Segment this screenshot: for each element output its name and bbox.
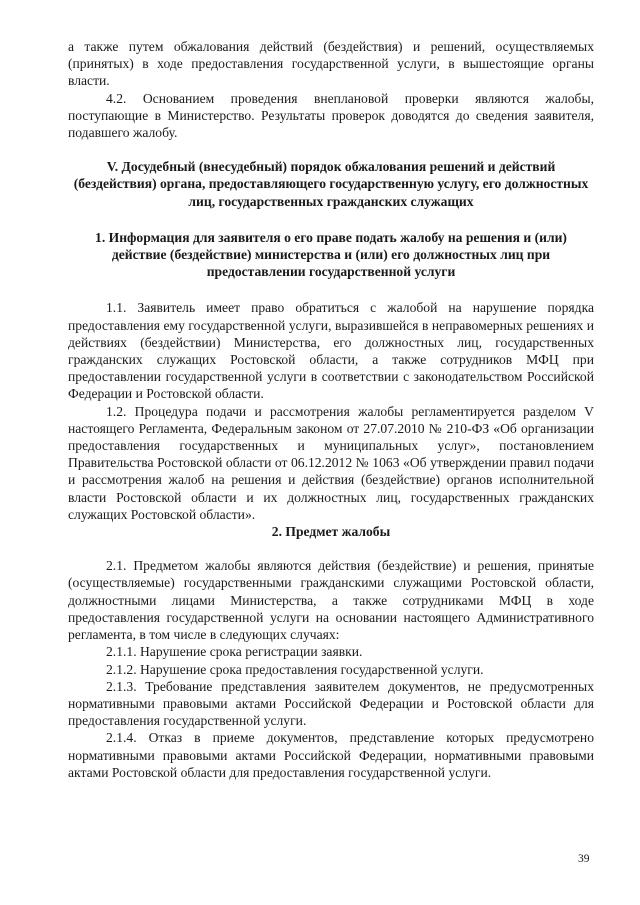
paragraph-4-2: 4.2. Основанием проведения внеплановой проверки являются жалобы, поступающие в Министерство. Результаты проверок доводятся до сведения заявителя, подавшего жалобу. bbox=[68, 90, 594, 141]
section-title: V. Досудебный (внесудебный) порядок обжалования решений и действий (бездействия) органа, предоставляющего государственную услугу, его должностных лиц, государственных гражданских служащих bbox=[73, 159, 589, 209]
paragraph-2-1-4: 2.1.4. Отказ в приеме документов, представление которых предусмотрено нормативными правовыми актами Российской Федерации, нормативными правовыми актами Ростовской области для предоставления государственной услуги. bbox=[68, 730, 594, 780]
paragraph-1-1: 1.1. Заявитель имеет право обратиться с жалобой на нарушение порядка предоставления ему государственной услуги, выразившейся в неправомерных решениях и действиях (бездействии) Министерства, его должностных лиц, государственных гражданских служащих Ростовской области, а также сотрудников МФЦ при предоставлении государственной услуги в соответствии с законодательством Российской Федерации и Ростовской области. bbox=[68, 300, 594, 402]
paragraph-2-1-3: 2.1.3. Требование представления заявителем документов, не предусмотренных нормативными правовыми актами Российской Федерации и Ростовской области для предоставления государственной услуги. bbox=[68, 678, 594, 729]
subsection-1-title: 1. Информация для заявителя о его праве подать жалобу на решения и (или) действие (бездействие) министерства и (или) его должностных лиц при предоставлении государственной услуги bbox=[95, 229, 567, 280]
document-page bbox=[68, 38, 594, 781]
paragraph-continuation: а также путем обжалования действий (бездействия) и решений, осуществляемых (принятых) в ходе предоставления государственной услуги, в вышестоящие органы власти. bbox=[68, 39, 594, 89]
paragraph-2-1: 2.1. Предметом жалобы являются действия (бездействие) и решения, принятые (осуществляемые) государственными гражданскими служащими Ростовской области, должностными лицами Министерства, а также сотрудниками МФЦ в ходе предоставления государственной услуги на основании настоящего Административного регламента, в том числе в следующих случаях: bbox=[68, 558, 594, 643]
page-number: 39 bbox=[578, 853, 590, 865]
paragraph-2-1-1: 2.1.1. Нарушение срока регистрации заявки. bbox=[106, 644, 363, 660]
paragraph-2-1-2: 2.1.2. Нарушение срока предоставления государственной услуги. bbox=[106, 661, 484, 677]
paragraph-1-2: 1.2. Процедура подачи и рассмотрения жалобы регламентируется разделом V настоящего Регламента, Федеральным законом от 27.07.2010 № 210-ФЗ «Об организации предоставления государственных и муниципальных услуг», постановлением Правительства Ростовской области от 06.12.2012 № 1063 «Об утверждении правил подачи и рассмотрения жалоб на решения и действия (бездействие) органов исполнительной власти Ростовской области и их должностных лиц, государственных гражданских служащих Ростовской области». bbox=[68, 403, 594, 522]
subsection-2-title: 2. Предмет жалобы bbox=[271, 524, 391, 540]
